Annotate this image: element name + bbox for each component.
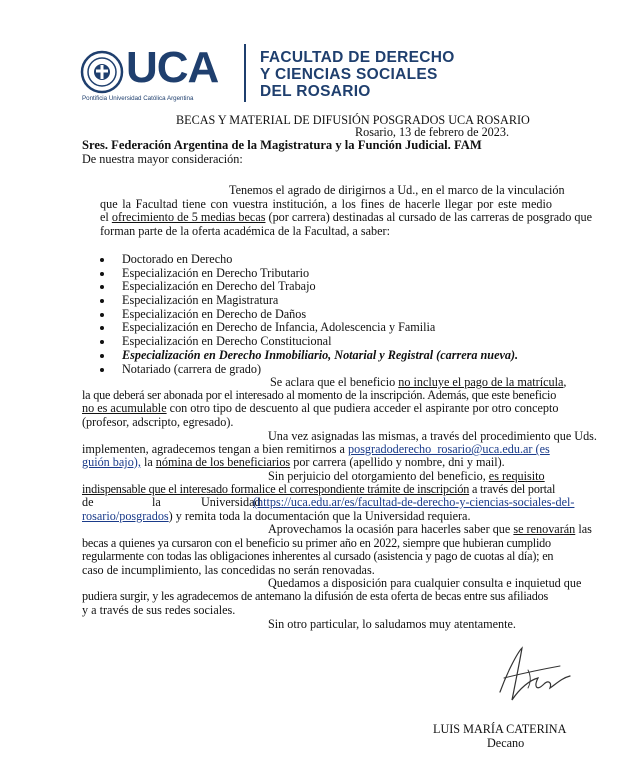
bullet-icon bbox=[100, 340, 104, 344]
bullet-icon bbox=[100, 368, 104, 372]
bullet-icon bbox=[100, 299, 104, 303]
p5-line-3: regularmente con todas las obligaciones inherentes al cursado (asistencia y pago de cuotas al día); en bbox=[82, 549, 554, 563]
list-item: Especialización en Derecho Constitucional bbox=[100, 335, 518, 349]
p2-line-4: (profesor, adscripto, egresado). bbox=[82, 415, 234, 429]
p4-line-1: Sin perjuicio del otorgamiento del beneficio, es requisito bbox=[268, 469, 545, 483]
list-item: Especialización en Derecho de Infancia, Adolescencia y Familia bbox=[100, 321, 518, 335]
p2-line-1: Se aclara que el beneficio no incluye el pago de la matrícula, bbox=[270, 375, 567, 389]
p5-line-2: becas a quienes ya cursaron con el beneficio su primer año en 2022, siempre que hubieran cumplido bbox=[82, 536, 551, 550]
list-item: Especialización en Magistratura bbox=[100, 294, 518, 308]
p3-line-3: guión bajo), la nómina de los beneficiarios por carrera (apellido y nombre, dni y mail). bbox=[82, 455, 505, 469]
uca-seal-icon bbox=[80, 50, 124, 94]
p4-line-2: indispensable que el interesado formalice el correspondiente trámite de inscripción a través del portal bbox=[82, 482, 556, 496]
p6-line-3: y a través de sus redes sociales. bbox=[82, 603, 236, 617]
addressee: Sres. Federación Argentina de la Magistratura y la Función Judicial. FAM bbox=[82, 138, 482, 152]
bullet-icon bbox=[100, 313, 104, 317]
p3-line-1: Una vez asignadas las mismas, a través del procedimiento que Uds. bbox=[268, 429, 597, 443]
p1-line-3: el ofrecimiento de 5 medias becas (por carrera) destinadas al cursado de las carreras de posgrado que bbox=[100, 210, 593, 224]
email-link[interactable]: posgradoderecho_rosario@uca.edu.ar (es bbox=[348, 442, 550, 456]
letter-date: Rosario, 13 de febrero de 2023. bbox=[355, 125, 509, 139]
p6-line-1: Quedamos a disposición para cualquier consulta e inquietud que bbox=[268, 576, 582, 590]
list-item: Especialización en Derecho Inmobiliario, Notarial y Registral (carrera nueva). bbox=[100, 349, 518, 363]
offer-highlight: ofrecimiento de 5 medias becas bbox=[111, 210, 266, 224]
list-item: Especialización en Derecho de Daños bbox=[100, 308, 518, 322]
list-item: Especialización en Derecho Tributario bbox=[100, 267, 518, 281]
bullet-icon bbox=[100, 258, 104, 262]
letterhead bbox=[80, 38, 600, 100]
logo-subtitle: Pontificia Universidad Católica Argentina bbox=[82, 95, 194, 102]
p5-line-1: Aprovechamos la ocasión para hacerles saber que se renovarán las bbox=[268, 522, 592, 536]
bullet-icon bbox=[100, 272, 104, 276]
p2-line-3: no es acumulable con otro tipo de descuento al que pudiera acceder el aspirante por otro concepto bbox=[82, 401, 559, 415]
letter-title: BECAS Y MATERIAL DE DIFUSIÓN POSGRADOS UCA ROSARIO bbox=[176, 113, 530, 127]
faculty-line-3: DEL ROSARIO bbox=[260, 82, 371, 100]
bullet-icon bbox=[100, 354, 104, 358]
p1-line-1: Tenemos el agrado de dirigirnos a Ud., en el marco de la vinculación bbox=[229, 183, 565, 197]
p1-line-4: forman parte de la oferta académica de la Facultad, a saber: bbox=[100, 224, 390, 238]
p1-line-2: que la Facultad tiene con vuestra institución, a los fines de hacerle llegar por este medio bbox=[100, 197, 552, 211]
p3-line-2: implementen, agradecemos tengan a bien remitirnos a posgradoderecho_rosario@uca.edu.ar (es bbox=[82, 442, 550, 456]
p4-line-4: rosario/posgrados) y remita toda la documentación que la Universidad requiera. bbox=[82, 509, 471, 523]
bullet-icon bbox=[100, 326, 104, 330]
faculty-name bbox=[260, 50, 455, 100]
closing: Sin otro particular, lo saludamos muy atentamente. bbox=[268, 617, 516, 631]
list-item: Especialización en Derecho del Trabajo bbox=[100, 280, 518, 294]
header-divider bbox=[244, 44, 246, 102]
faculty-line-2: Y CIENCIAS SOCIALES bbox=[260, 65, 438, 83]
faculty-line-1: FACULTAD DE DERECHO bbox=[260, 49, 455, 66]
list-item: Notariado (carrera de grado) bbox=[100, 363, 518, 377]
portal-link[interactable]: (https://uca.edu.ar/es/facultad-de-derecho-y-ciencias-sociales-del- bbox=[253, 495, 575, 509]
p2-line-2: la que deberá ser abonada por el interesado al momento de la inscripción. Además, que este beneficio bbox=[82, 388, 557, 402]
signer-name: LUIS MARÍA CATERINA bbox=[433, 722, 567, 736]
p5-line-4: caso de incumplimiento, las concedidas no serán renovadas. bbox=[82, 563, 375, 577]
p6-line-2: pudiera surgir, y les agradecemos de antemano la difusión de esta oferta de becas entre sus afiliados bbox=[82, 589, 549, 603]
programs-list bbox=[100, 253, 518, 376]
logo-text: UCA bbox=[126, 43, 219, 92]
bullet-icon bbox=[100, 285, 104, 289]
list-item: Doctorado en Derecho bbox=[100, 253, 518, 267]
greeting: De nuestra mayor consideración: bbox=[82, 152, 243, 166]
signature-icon bbox=[490, 640, 580, 710]
signer-title: Decano bbox=[487, 736, 525, 750]
